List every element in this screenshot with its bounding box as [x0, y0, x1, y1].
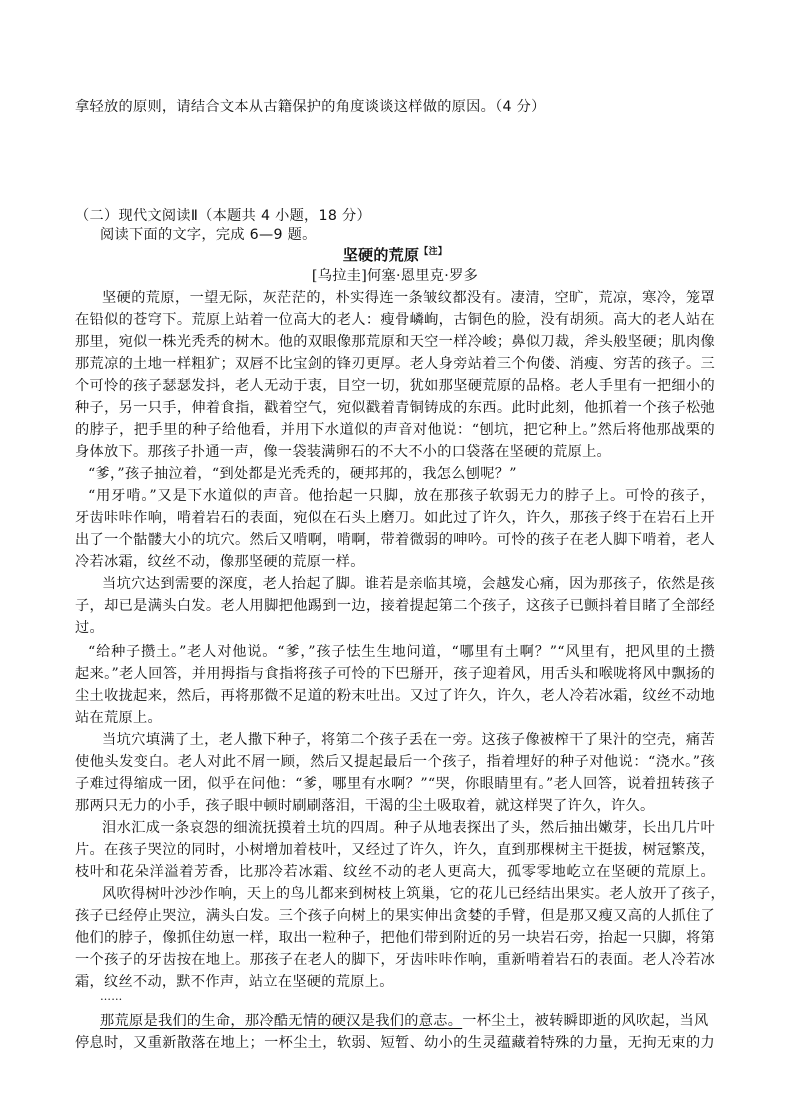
article-line: 个可怜的孩子瑟瑟发抖，老人无动于衷，目空一切，犹如那坚硬荒原的品格。老人手里有一把细小的 [75, 378, 715, 394]
article-line: 过。 [75, 620, 104, 636]
article-line: 风吹得树叶沙沙作响，天上的鸟儿都来到树枝上筑巢，它的花儿已经结出果实。老人放开了孩子， [102, 886, 725, 902]
article-line: 那两只无力的小手，孩子眼中顿时刷刷落泪，干渴的尘土吸取着，就这样哭了许久，许久。 [75, 798, 655, 814]
article-line: 片。在孩子哭泣的同时，小树增加着枝叶，又经过了许久，许久，直到那棵树主干挺拔，树冠繁茂， [75, 842, 715, 858]
article-line: 子难过得缩成一团，似乎在问他：“爹，哪里有水啊？”“哭，你眼睛里有。”老人回答，说着扭转孩子 [75, 776, 715, 792]
article-line: 身体放下。那孩子扑通一声，像一袋装满卵石的不大不小的口袋落在坚硬的荒原上。 [75, 444, 612, 460]
article-line: 子，却已是满头白发。老人用脚把他踢到一边，接着提起第二个孩子，这孩子已颤抖着目睹了全部经 [75, 598, 715, 614]
final-sentence-rest: 一杯尘土，被转瞬即逝的风吹起，当风 [462, 1013, 709, 1029]
article-line: 的脖子，把手里的种子给他看，并用下水道似的声音对他说：“刨坑，把它种上。”然后将他那战栗的 [75, 422, 715, 438]
article-line: 坚硬的荒原，一望无际，灰茫茫的，朴实得连一条皱纹都没有。凄清，空旷，荒凉，寒冷，笼罩 [102, 290, 715, 306]
article-line: 出了一个骷髅大小的坑穴。然后又啃啊，啃啊，带着微弱的呻吟。可怜的孩子在老人脚下啃着，老人 [75, 532, 715, 548]
question-tail: 拿轻放的原则，请结合文本从古籍保护的角度谈谈这样做的原因。（4 分） [75, 99, 546, 115]
article-line: 那荒凉的土地一样粗犷；双唇不比宝剑的锋刃更厚。老人身旁站着三个佝偻、消瘦、穷苦的孩子。三 [75, 356, 715, 372]
article-line: “爹，”孩子抽泣着，“到处都是光秃秃的，硬邦邦的，我怎么刨呢？” [88, 466, 517, 482]
article-line: 泪水汇成一条哀怨的细流抚摸着土坑的四周。种子从地表探出了头，然后抽出嫩芽，长出几片叶 [102, 820, 715, 836]
article-line: 枝叶和花朵洋溢着芳香，比那冷若冰霜、纹丝不动的老人更高大，孤零零地屹立在坚硬的荒原上。 [75, 864, 715, 880]
section-instruction: 阅读下面的文字，完成 6—9 题。 [100, 227, 317, 243]
article-line: 牙齿咔咔作响，啃着岩石的表面，宛似在石头上磨刀。如此过了许久，许久，那孩子终于在岩石上开 [75, 510, 715, 526]
article-title [0, 244, 790, 265]
section-heading: （二）现代文阅读Ⅱ（本题共 4 小题，18 分） [75, 208, 371, 224]
article-line: 停息时，又重新散落在地上；一杯尘土，软弱、短暂、幼小的生灵蕴藏着特殊的力量，无拘无束的力 [75, 1035, 715, 1051]
article-line: “用牙啃。”又是下水道似的声音。他抬起一只脚，放在那孩子软弱无力的脖子上。可怜的孩子， [88, 488, 715, 504]
article-line: 那里，宛似一株光秃秃的树木。他的双眼像那荒原和天空一样冷峻；鼻似刀裁，斧头般坚硬；肌肉像 [75, 334, 715, 350]
article-line: “给种子攒土。”老人对他说。“爹，”孩子怯生生地问道，“哪里有土啊？”“风里有，把风里的土攒 [88, 644, 715, 660]
article-line: 孩子已经停止哭泣，满头白发。三个孩子向树上的果实伸出贪婪的手臂，但是那又瘦又高的人抓住了 [75, 908, 715, 924]
article-title-text: 坚硬的荒原 [342, 246, 420, 264]
underlined-sentence: 那荒原是我们的生命，那冷酷无情的硬汉是我们的意志。 [100, 1013, 463, 1029]
article-line: 霜，纹丝不动，默不作声，站立在坚硬的荒原上。 [75, 974, 394, 990]
article-line: 他们的脖子，像抓住幼崽一样，取出一粒种子，把他们带到附近的另一块岩石旁，抬起一只脚，将第 [75, 930, 715, 946]
article-line: 一个孩子的牙齿按在地上。那孩子在老人的脚下，牙齿咔咔作响，重新啃着岩石的表面。老人冷若冰 [75, 952, 715, 968]
article-author: [乌拉圭]何塞·恩里克·罗多 [311, 268, 479, 284]
final-paragraph-line [100, 1010, 715, 1030]
article-line: 使他头发变白。老人对此不屑一顾，然后又提起最后一个孩子，指着埋好的种子对他说：“浇水。”孩 [75, 754, 715, 770]
article-line: 冷若冰霜，纹丝不动，像那坚硬的荒原一样。 [75, 554, 365, 570]
article-line: 当坑穴填满了土，老人撒下种子，将第二个孩子丢在一旁。这孩子像被榨干了果汁的空壳，痛苦 [102, 732, 715, 748]
article-line: 在铅似的苍穹下。荒原上站着一位高大的老人：瘦骨嶙峋，古铜色的脸，没有胡须。高大的老人站在 [75, 312, 715, 328]
ellipsis: …… [100, 990, 123, 1003]
article-line: 尘土收拢起来，然后，再将那微不足道的粉末吐出。又过了许久，许久，老人冷若冰霜，纹丝不动地 [75, 688, 715, 704]
article-line: 站在荒原上。 [75, 710, 162, 726]
article-line: 起来。”老人回答，并用拇指与食指将孩子可怜的下巴掰开，孩子迎着风，用舌头和喉咙将风中飘扬的 [75, 666, 715, 682]
article-line: 当坑穴达到需要的深度，老人抬起了脚。谁若是亲临其境，会越发心痛，因为那孩子，依然是孩 [102, 576, 715, 592]
note-mark: 【注】 [419, 247, 448, 257]
article-line: 种子，另一只手，伸着食指，戳着空气，宛似戳着青铜铸成的东西。此时此刻，他抓着一个孩子松弛 [75, 400, 715, 416]
